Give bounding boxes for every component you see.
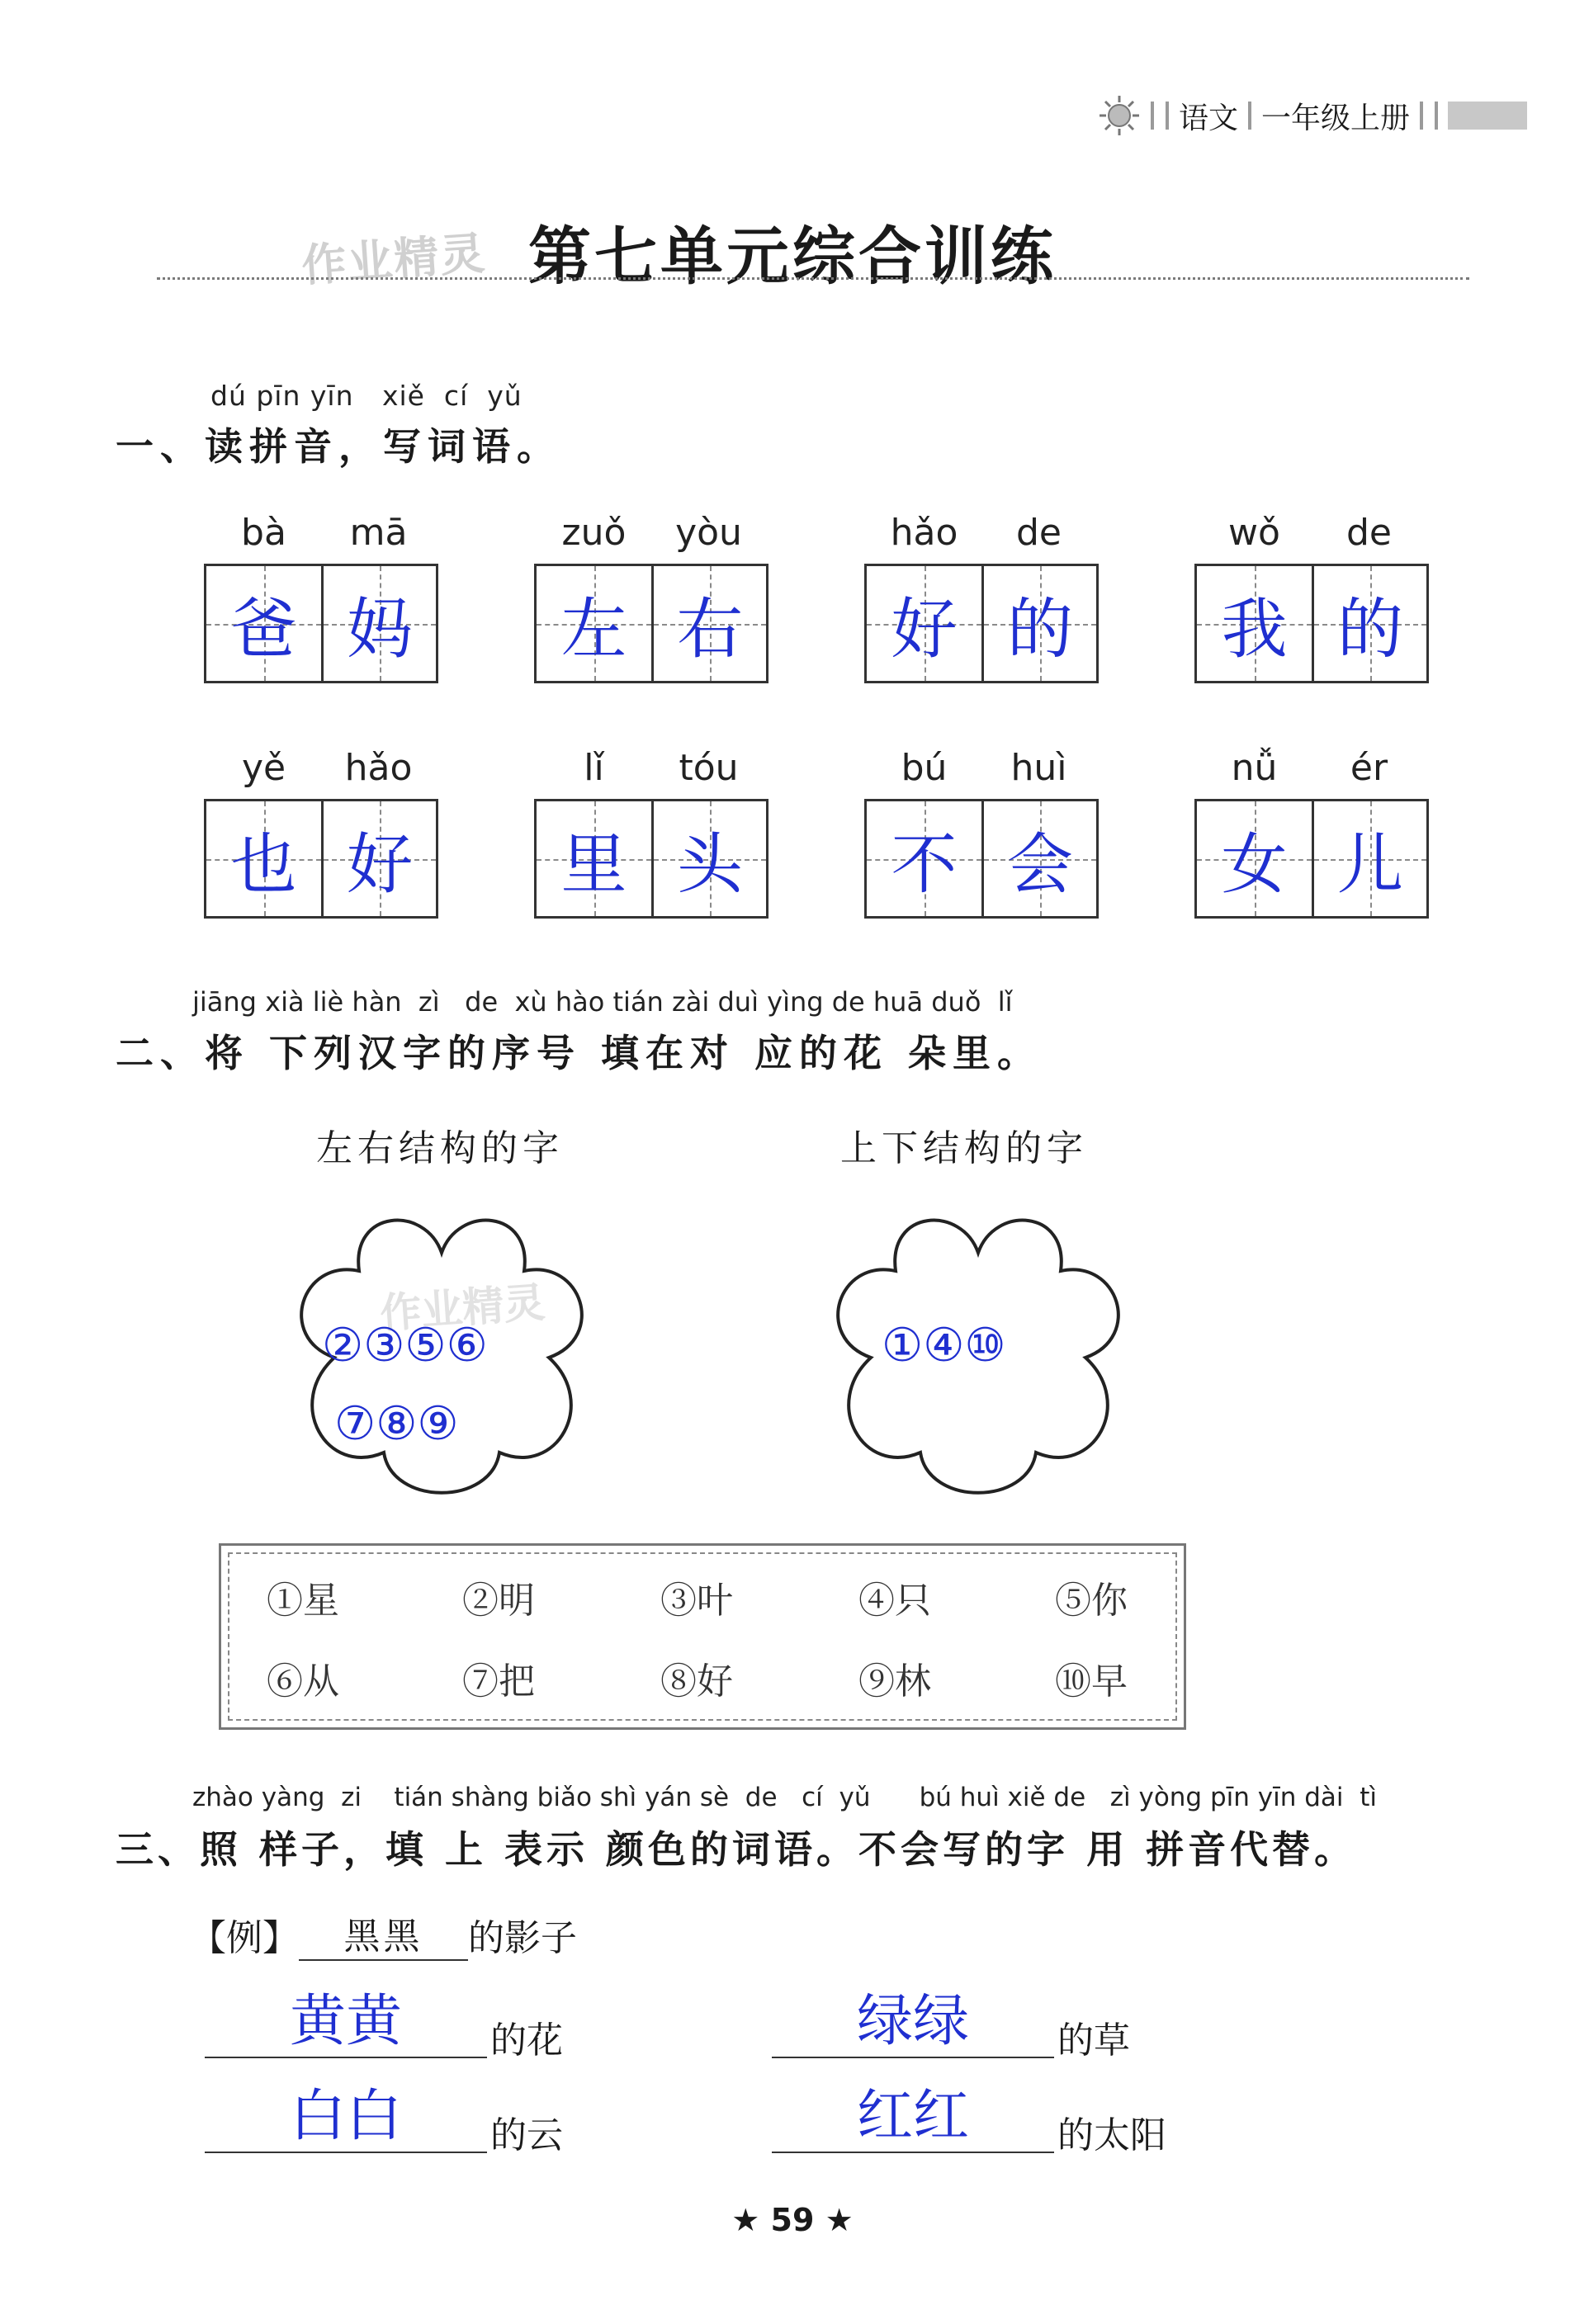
item-suffix: 的花 [490, 2019, 563, 2062]
word-pinyin: bà [241, 512, 286, 554]
word-pinyin: tóu [679, 747, 739, 789]
word-item [1194, 512, 1429, 683]
q3-pinyin: zhào yàng zi tián shàng biǎo shì yán sè de cí yǔ bú huì xiě de zì yòng pīn yīn dài tì [192, 1783, 1377, 1812]
option-item: ⑨林 [858, 1660, 931, 1703]
answer-char: 也 [230, 826, 297, 903]
fill-item [205, 1977, 563, 2062]
option-item: ④只 [858, 1580, 931, 1622]
sun-icon [1098, 94, 1141, 137]
answer-char: 好 [891, 591, 958, 668]
item-suffix: 的太阳 [1057, 2114, 1166, 2156]
answer-char: 女 [1221, 826, 1288, 903]
left-flower-answer-1: ②③⑤⑥ [322, 1319, 488, 1372]
header-grey-block [1448, 102, 1527, 130]
right-flower-label: 上下结构的字 [840, 1127, 1088, 1169]
example-word: 黑黑 [299, 1906, 468, 1961]
answer-char: 右 [677, 591, 743, 668]
word-pinyin: hǎo [890, 512, 958, 554]
option-item: ③叶 [660, 1580, 733, 1622]
answer-char: 头 [677, 826, 743, 903]
answer-char: 会 [1007, 826, 1073, 903]
option-item: ⑩早 [1055, 1660, 1128, 1703]
q1-text: 一、读拼音，写词语。 [116, 424, 561, 469]
word-pinyin: huì [1010, 747, 1067, 789]
word-pinyin: de [1346, 512, 1392, 554]
answer-char: 我 [1221, 591, 1288, 668]
example-row [190, 1906, 577, 1961]
item-suffix: 的草 [1057, 2019, 1130, 2062]
left-flower-answer-2: ⑦⑧⑨ [334, 1397, 459, 1451]
answer-char: 里 [560, 826, 627, 903]
answer-char: 儿 [1337, 826, 1403, 903]
word-item [204, 747, 438, 919]
word-pinyin: zuǒ [561, 512, 627, 554]
word-pinyin: mā [349, 512, 408, 554]
watermark-2: 作业精灵 [378, 1278, 547, 1338]
answer-char: 不 [891, 826, 958, 903]
word-item [204, 512, 438, 683]
answer-char: 妈 [347, 591, 413, 668]
word-item [864, 747, 1099, 919]
answer-word: 黄黄 [289, 1989, 402, 2054]
answer-char: 好 [347, 826, 413, 903]
word-pinyin: lǐ [584, 747, 604, 789]
option-item: ⑦把 [462, 1660, 535, 1703]
right-flower-answer: ①④⑩ [882, 1319, 1006, 1372]
page-number: ★ 59 ★ [731, 2202, 854, 2238]
word-item [1194, 747, 1429, 919]
answer-char: 左 [560, 591, 627, 668]
q2-pinyin: jiāng xià liè hàn zì de xù hào tián zài duì yìng de huā duǒ lǐ [192, 986, 1013, 1018]
item-suffix: 的云 [490, 2114, 563, 2156]
options-box [219, 1543, 1186, 1730]
word-pinyin: de [1016, 512, 1062, 554]
page-title: 第七单元综合训练 [528, 220, 1057, 293]
fill-item [772, 2071, 1166, 2156]
left-flower-label: 左右结构的字 [316, 1127, 564, 1169]
header-grade: 一年级上册 [1261, 101, 1411, 135]
watermark: 作业精灵 [300, 227, 489, 292]
answer-word: 白白 [289, 2084, 402, 2149]
page-header [1098, 92, 1527, 139]
option-item: ⑥从 [267, 1660, 339, 1703]
answer-word: 绿绿 [856, 1989, 969, 2054]
example-tag: 【例】 [190, 1917, 299, 1959]
word-pinyin: wǒ [1228, 512, 1280, 554]
title-divider [157, 277, 1469, 280]
q1-pinyin: dú pīn yīn xiě cí yǔ [210, 380, 523, 412]
answer-char: 的 [1337, 591, 1403, 668]
header-subject: 语文 [1179, 101, 1239, 135]
word-pinyin: bú [901, 747, 948, 789]
word-item [534, 512, 768, 683]
q3-text: 三、照 样子，填 上 表示 颜色的词语。不会写的字 用 拼音代替。 [116, 1827, 1357, 1872]
answer-word: 红红 [856, 2084, 969, 2149]
word-pinyin: yòu [675, 512, 742, 554]
option-item: ⑤你 [1055, 1580, 1128, 1622]
option-item: ②明 [462, 1580, 535, 1622]
word-pinyin: hǎo [344, 747, 413, 789]
word-pinyin: yě [241, 747, 286, 789]
word-pinyin: nǚ [1231, 747, 1278, 789]
fill-item [205, 2071, 563, 2156]
answer-char: 爸 [230, 591, 297, 668]
option-item: ⑧好 [660, 1660, 733, 1703]
word-pinyin: ér [1350, 747, 1388, 789]
option-item: ①星 [267, 1580, 339, 1622]
fill-item [772, 1977, 1130, 2062]
word-item [864, 512, 1099, 683]
q2-text: 二、将 下列汉字的序号 填在对 应的花 朵里。 [116, 1031, 1043, 1075]
word-item [534, 747, 768, 919]
example-suffix: 的影子 [468, 1917, 577, 1959]
answer-char: 的 [1007, 591, 1073, 668]
